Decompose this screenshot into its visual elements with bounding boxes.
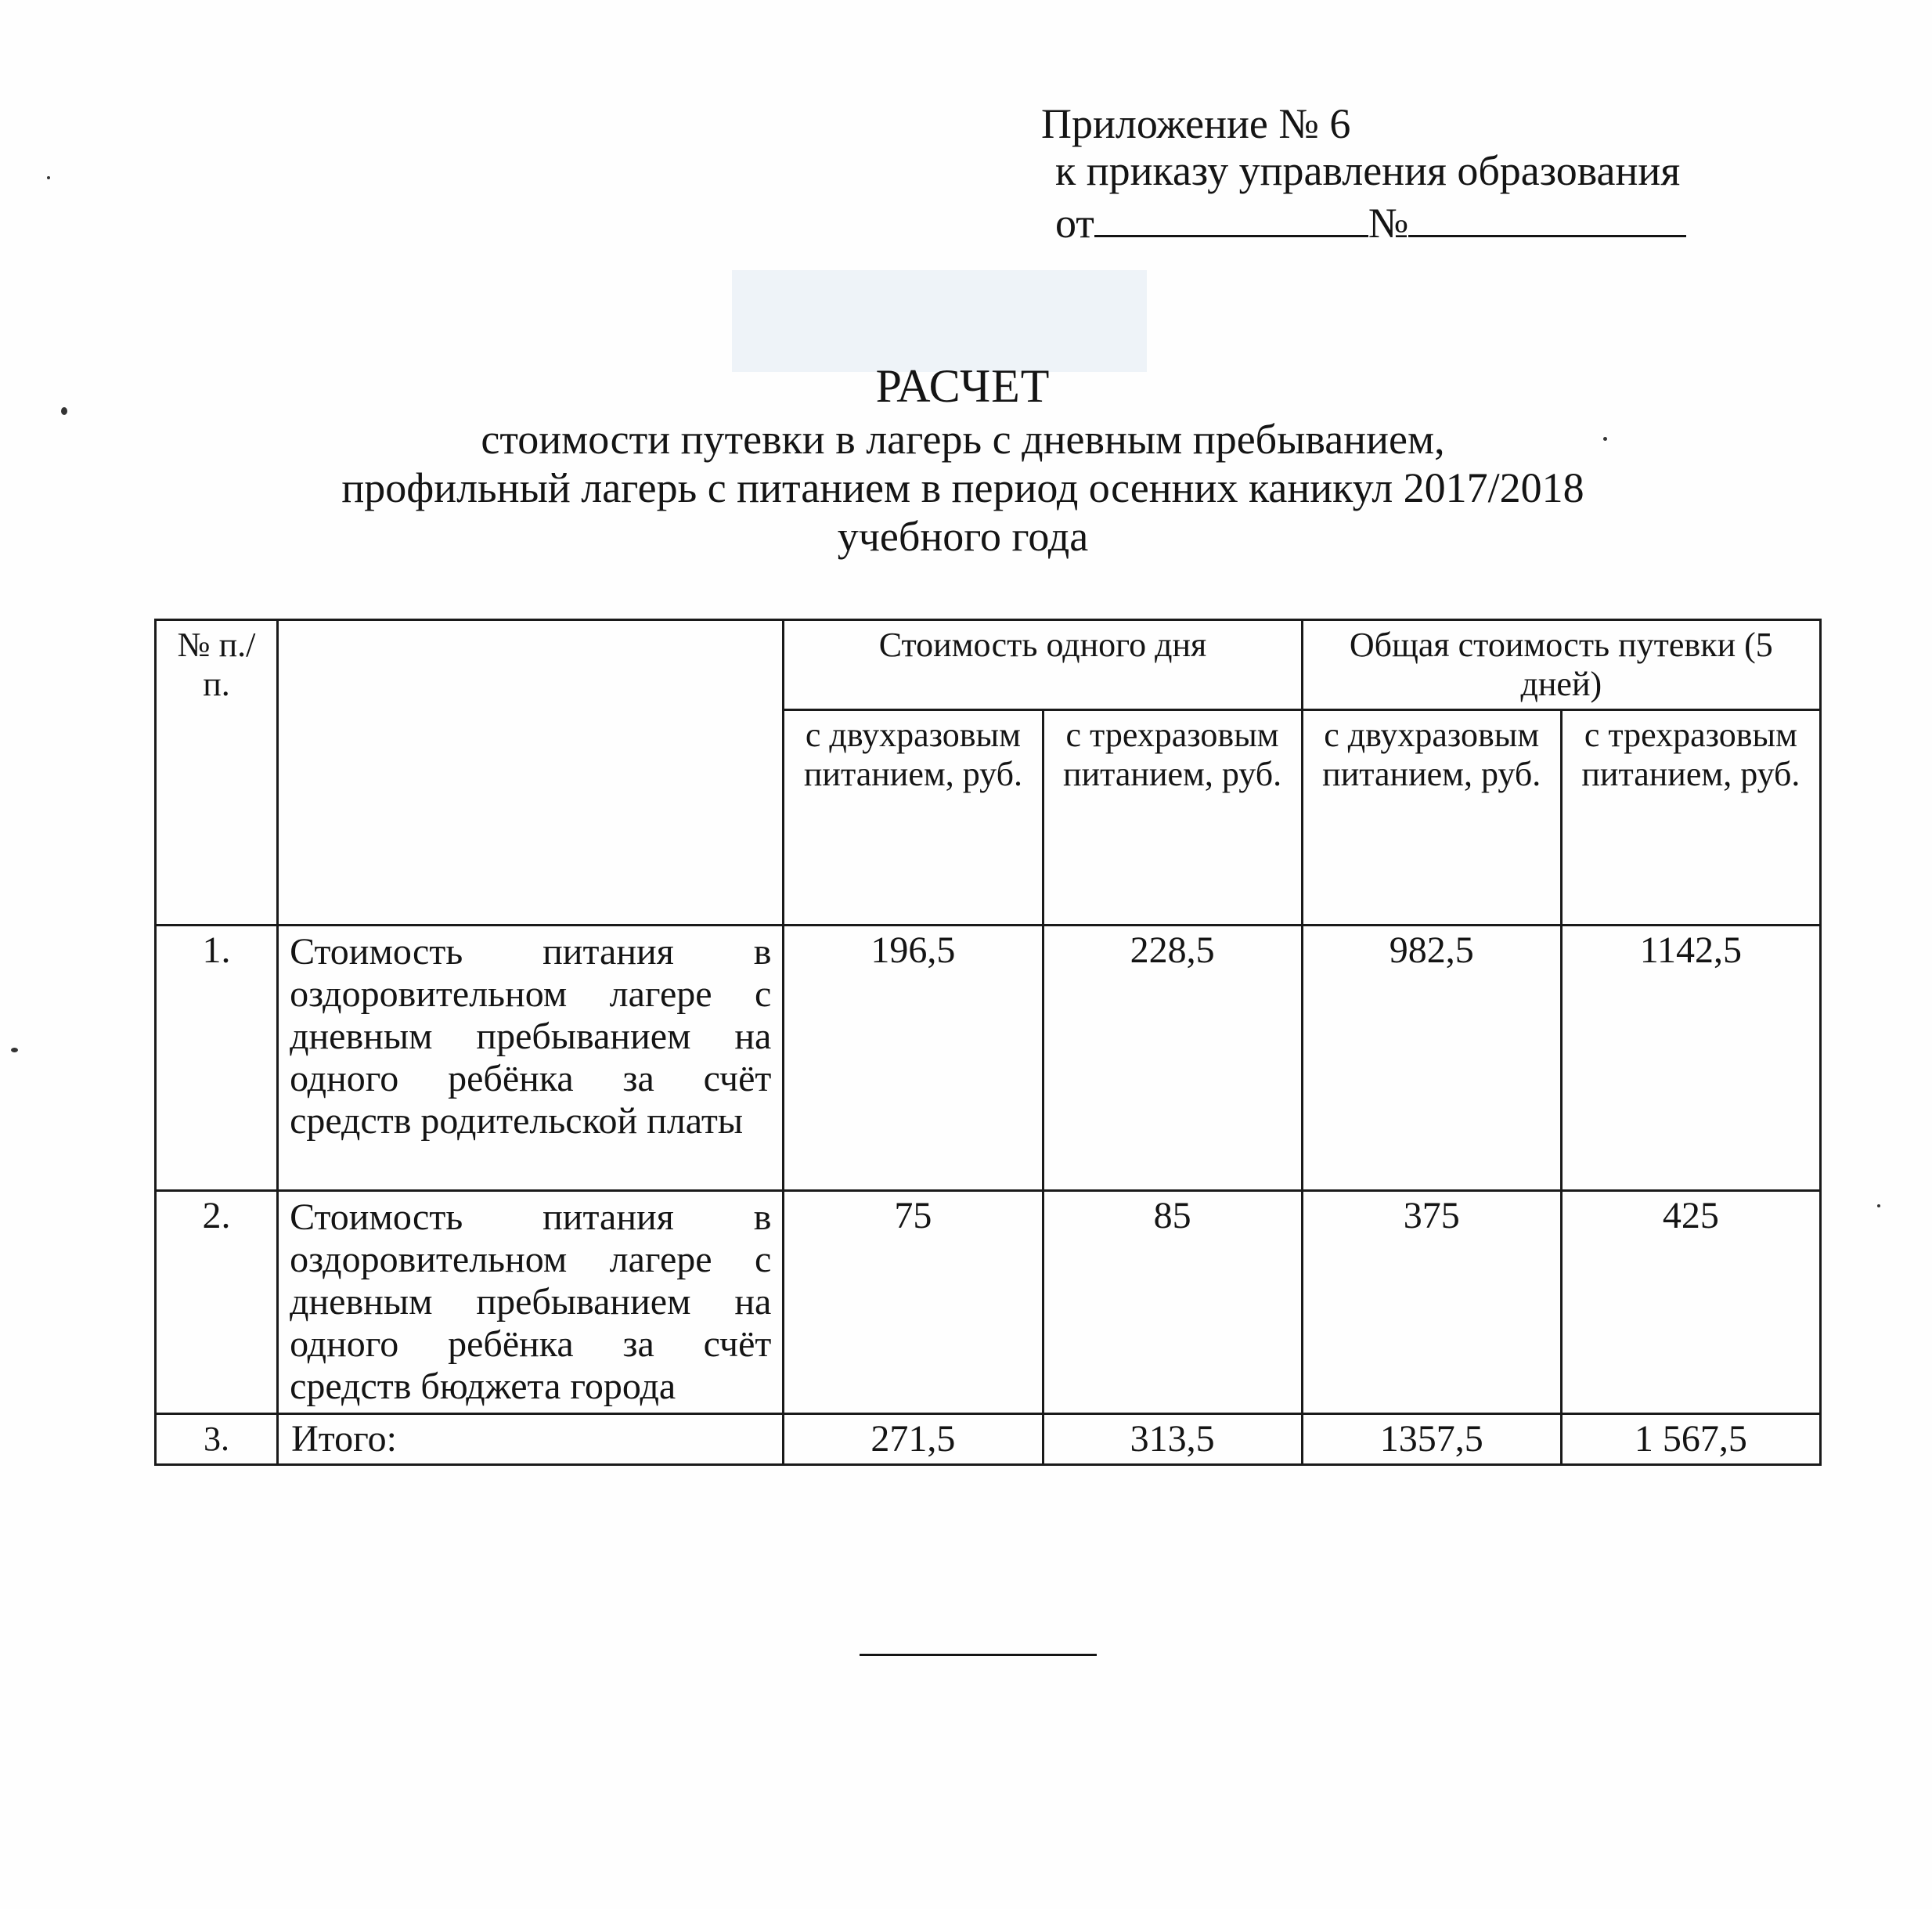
- subheader-total-three-meals: с трехразовым питанием, руб.: [1561, 710, 1820, 926]
- table-row: [156, 926, 1821, 1191]
- table-header-row: [156, 620, 1821, 710]
- scan-artifact: [732, 270, 1147, 372]
- row-value: 228,5: [1043, 926, 1302, 1191]
- title-line-3: учебного года: [837, 513, 1089, 560]
- total-value: 313,5: [1043, 1414, 1302, 1465]
- total-number: 3.: [156, 1414, 278, 1465]
- total-label: Итого:: [278, 1414, 784, 1465]
- subheader-day-three-meals: с трехразовым питанием, руб.: [1043, 710, 1302, 926]
- row-number: 1.: [156, 926, 278, 1191]
- document-title: [157, 362, 1769, 561]
- row-value: 425: [1561, 1191, 1820, 1414]
- subheader-day-two-meals: с двухразовым питанием, руб.: [784, 710, 1043, 926]
- total-value: 1357,5: [1302, 1414, 1561, 1465]
- row-value: 982,5: [1302, 926, 1561, 1191]
- header-name-empty: [278, 620, 784, 926]
- total-value: 1 567,5: [1561, 1414, 1820, 1465]
- title-line-1: стоимости путевки в лагерь с дневным пребыванием,: [481, 416, 1445, 463]
- scan-speck: [61, 407, 67, 415]
- scan-speck: [1877, 1204, 1880, 1207]
- date-blank: [1094, 194, 1368, 237]
- end-separator-line: [860, 1654, 1097, 1656]
- row-value: 375: [1302, 1191, 1561, 1414]
- row-value: 1142,5: [1561, 926, 1820, 1191]
- row-value: 85: [1043, 1191, 1302, 1414]
- date-prefix: от: [1055, 200, 1094, 247]
- appendix-number: Приложение № 6: [1041, 100, 1351, 147]
- row-value: 196,5: [784, 926, 1043, 1191]
- scan-speck: [11, 1048, 18, 1052]
- header-total-cost: Общая стоимость путевки (5 дней): [1302, 620, 1820, 710]
- title-heading: РАСЧЕТ: [875, 360, 1051, 412]
- number-blank: [1408, 194, 1686, 237]
- appendix-order-reference: к приказу управления образования: [1055, 147, 1681, 194]
- scan-speck: [47, 176, 50, 179]
- row-number: 2.: [156, 1191, 278, 1414]
- cost-table: [154, 619, 1822, 1466]
- appendix-date-number-line: [1041, 194, 1686, 247]
- subheader-total-two-meals: с двухразовым питанием, руб.: [1302, 710, 1561, 926]
- title-line-2: профильный лагерь с питанием в период осенних каникул 2017/2018: [341, 464, 1584, 511]
- header-number: № п./п.: [156, 620, 278, 926]
- row-name: Стоимость питания в оздоровительном лагере с дневным пребыванием на одного ребёнка за счёт средств родительской платы: [278, 926, 784, 1191]
- appendix-header: [1041, 100, 1686, 247]
- row-name: Стоимость питания в оздоровительном лагере с дневным пребыванием на одного ребёнка за счёт средств бюджета города: [278, 1191, 784, 1414]
- header-day-cost: Стоимость одного дня: [784, 620, 1302, 710]
- row-value: 75: [784, 1191, 1043, 1414]
- table-total-row: [156, 1414, 1821, 1465]
- total-value: 271,5: [784, 1414, 1043, 1465]
- table-row: [156, 1191, 1821, 1414]
- number-prefix: №: [1368, 200, 1409, 247]
